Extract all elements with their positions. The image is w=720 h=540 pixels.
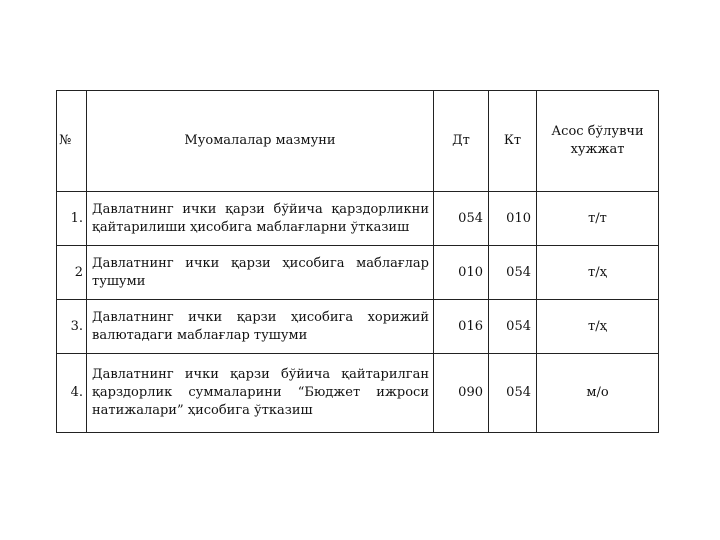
header-debit: Дт (434, 91, 489, 192)
row-description: Давлатнинг ички қарзи ҳисобига маблағлар тушуми (87, 246, 434, 300)
header-basis-document: Асос бўлувчи хужжат (537, 91, 659, 192)
row-credit: 054 (489, 300, 537, 354)
row-description: Давлатнинг ички қарзи ҳисобига хорижий валютадаги маблағлар тушуми (87, 300, 434, 354)
row-description: Давлатнинг ички қарзи бўйича қарздорликни қайтарилиши ҳисобига маблағларни ўтказиш (87, 192, 434, 246)
table-row (57, 246, 659, 300)
table-row (57, 192, 659, 246)
row-credit: 054 (489, 354, 537, 433)
header-number: № (57, 91, 87, 192)
row-description: Давлатнинг ички қарзи бўйича қайтарилган қарздорлик суммаларини “Бюджет ижроси натижалари” ҳисобига ўтказиш (87, 354, 434, 433)
table-row (57, 300, 659, 354)
header-credit: Кт (489, 91, 537, 192)
row-number: 1. (57, 192, 87, 246)
row-basis-document: т/ҳ (537, 246, 659, 300)
transactions-table (56, 90, 659, 433)
header-description: Муомалалар мазмуни (87, 91, 434, 192)
row-basis-document: м/о (537, 354, 659, 433)
row-basis-document: т/т (537, 192, 659, 246)
row-number: 3. (57, 300, 87, 354)
table-row (57, 354, 659, 433)
row-number: 4. (57, 354, 87, 433)
row-debit: 016 (434, 300, 489, 354)
row-credit: 010 (489, 192, 537, 246)
row-number: 2 (57, 246, 87, 300)
row-basis-document: т/ҳ (537, 300, 659, 354)
header-row (57, 91, 659, 192)
row-debit: 010 (434, 246, 489, 300)
row-debit: 054 (434, 192, 489, 246)
row-debit: 090 (434, 354, 489, 433)
row-credit: 054 (489, 246, 537, 300)
